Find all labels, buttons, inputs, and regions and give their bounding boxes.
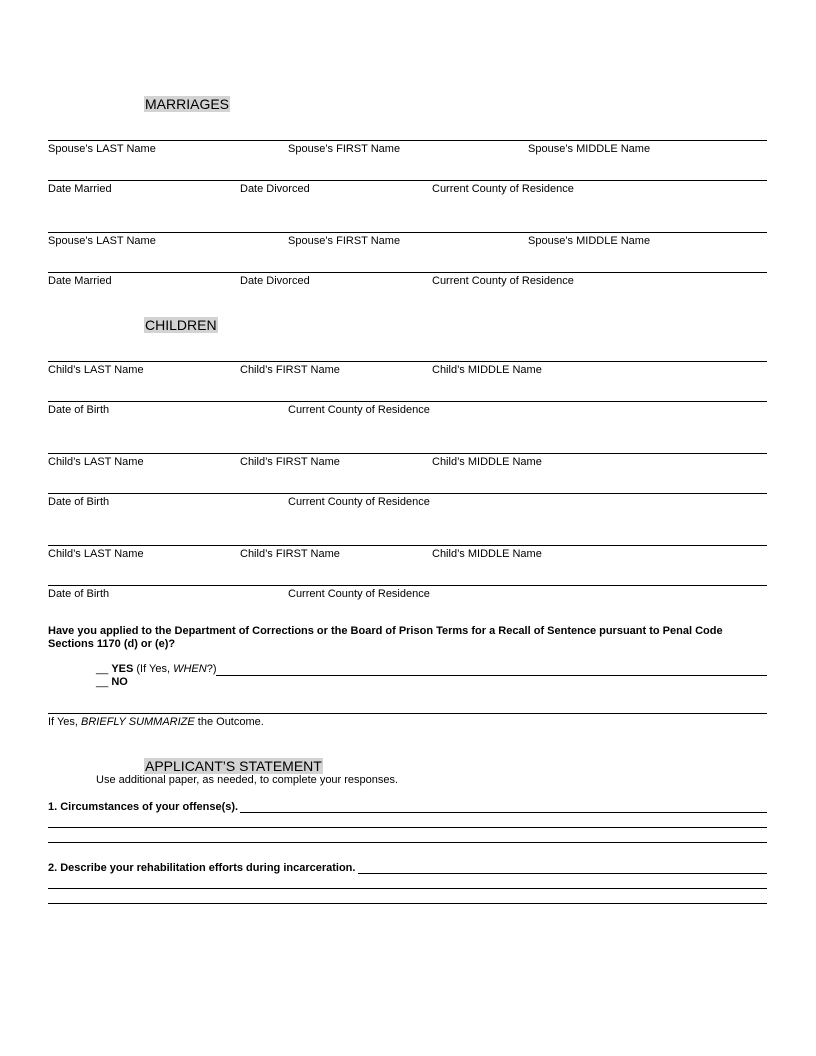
child-1-name-input[interactable]	[48, 346, 771, 362]
recall-no-label: NO	[111, 676, 128, 688]
statement-q1-input-2[interactable]	[48, 814, 771, 828]
marriage-1-name-input[interactable]	[48, 125, 771, 141]
recall-summary-pre: If Yes,	[48, 716, 82, 728]
marriage-1-date-married-label: Date Married	[48, 183, 112, 195]
recall-question: Have you applied to the Department of Corrections or the Board of Prison Terms for a Recall of Sentence pursuant to Penal Code Sections 1170 (d) or (e)?	[48, 625, 723, 650]
marriage-2-dates-input[interactable]	[48, 257, 771, 273]
recall-when-input[interactable]	[216, 661, 771, 677]
child-1-county-label: Current County of Residence	[288, 404, 430, 416]
child-2-first-label: Child’s FIRST Name	[240, 456, 340, 468]
statement-q2-input-3[interactable]	[48, 890, 771, 904]
statement-q1-input-3[interactable]	[48, 829, 771, 843]
statement-q1-label: 1. Circumstances of your offense(s).	[48, 801, 239, 813]
marriage-2-spouse-last-label: Spouse’s LAST Name	[48, 235, 156, 247]
marriage-1-spouse-last-label: Spouse’s LAST Name	[48, 143, 156, 155]
child-2-middle-label: Child’s MIDDLE Name	[432, 456, 542, 468]
recall-summary-input[interactable]	[48, 698, 771, 714]
recall-summary-post: the Outcome.	[194, 716, 264, 728]
statement-q2-input-2[interactable]	[48, 875, 771, 889]
statement-q2-input-1[interactable]	[358, 859, 771, 875]
marriage-2-date-married-label: Date Married	[48, 275, 112, 287]
recall-yes-hint-when: WHEN	[173, 663, 207, 675]
marriage-1-spouse-first-label: Spouse’s FIRST Name	[288, 143, 401, 155]
child-3-last-label: Child’s LAST Name	[48, 548, 144, 560]
marriage-1-date-divorced-label: Date Divorced	[240, 183, 310, 195]
recall-summary-em: BRIEFLY SUMMARIZE	[81, 716, 195, 728]
child-1-last-label: Child’s LAST Name	[48, 364, 144, 376]
statement-q2-label: 2. Describe your rehabilitation efforts during incarceration.	[48, 862, 356, 874]
marriage-1-county-label: Current County of Residence	[432, 183, 574, 195]
child-1-first-label: Child’s FIRST Name	[240, 364, 340, 376]
recall-yes-blank: __	[96, 663, 109, 675]
marriages-heading: MARRIAGES	[145, 96, 230, 112]
recall-no-blank: __	[96, 676, 109, 688]
marriage-2-date-divorced-label: Date Divorced	[240, 275, 310, 287]
recall-yes-hint-post: ?)	[206, 663, 217, 675]
child-3-middle-label: Child’s MIDDLE Name	[432, 548, 542, 560]
child-2-info-input[interactable]	[48, 478, 771, 494]
child-1-dob-label: Date of Birth	[48, 404, 110, 416]
marriage-1-dates-input[interactable]	[48, 165, 771, 181]
child-2-dob-label: Date of Birth	[48, 496, 110, 508]
child-3-name-input[interactable]	[48, 530, 771, 546]
recall-summary-label	[48, 716, 264, 729]
child-2-last-label: Child’s LAST Name	[48, 456, 144, 468]
children-heading: CHILDREN	[145, 317, 217, 333]
marriage-2-name-input[interactable]	[48, 217, 771, 233]
child-3-county-label: Current County of Residence	[288, 588, 430, 600]
child-1-info-input[interactable]	[48, 386, 771, 402]
marriage-2-spouse-middle-label: Spouse’s MIDDLE Name	[528, 235, 651, 247]
child-3-first-label: Child’s FIRST Name	[240, 548, 340, 560]
recall-yes-label: YES	[111, 663, 134, 675]
marriage-2-county-label: Current County of Residence	[432, 275, 574, 287]
recall-yes-hint-pre: (If Yes,	[136, 663, 174, 675]
child-2-name-input[interactable]	[48, 438, 771, 454]
statement-heading: APPLICANT’S STATEMENT	[145, 758, 322, 774]
child-1-middle-label: Child’s MIDDLE Name	[432, 364, 542, 376]
recall-yes-option[interactable]	[96, 663, 216, 676]
marriage-1-spouse-middle-label: Spouse’s MIDDLE Name	[528, 143, 651, 155]
statement-q1-input-1[interactable]	[240, 798, 771, 814]
statement-note: Use additional paper, as needed, to complete your responses.	[96, 774, 399, 786]
child-3-info-input[interactable]	[48, 570, 771, 586]
recall-no-option[interactable]	[96, 676, 128, 689]
child-3-dob-label: Date of Birth	[48, 588, 110, 600]
child-2-county-label: Current County of Residence	[288, 496, 430, 508]
marriage-2-spouse-first-label: Spouse’s FIRST Name	[288, 235, 401, 247]
